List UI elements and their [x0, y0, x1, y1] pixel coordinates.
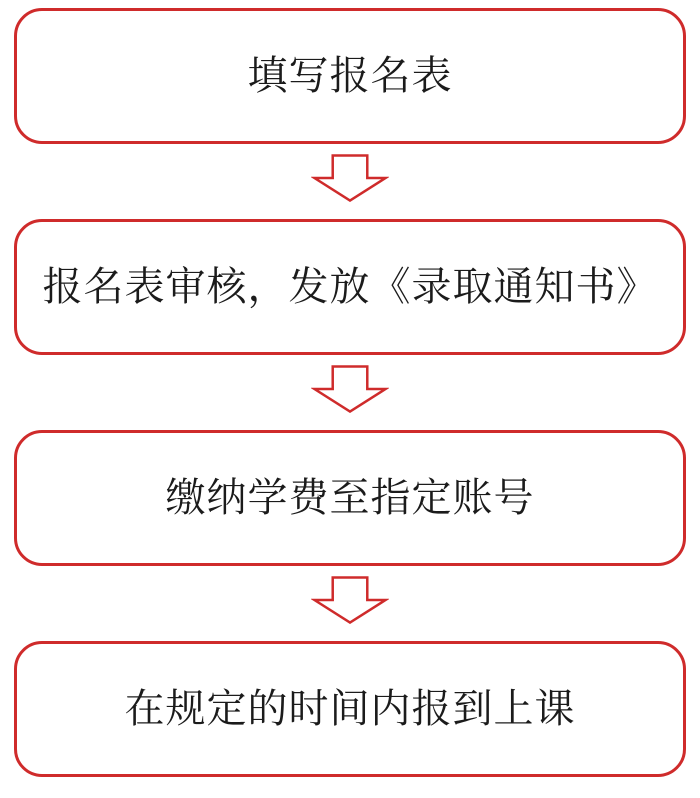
flow-step-2-box: [14, 219, 686, 355]
flow-step-3-label: 缴纳学费至指定账号: [165, 476, 535, 520]
flow-step-4-label: 在规定的时间内报到上课: [124, 687, 576, 731]
flow-step-4-box: [14, 641, 686, 777]
flow-step-2-label: 报名表审核，发放《录取通知书》: [42, 265, 658, 309]
flow-step-1-label: 填写报名表: [247, 54, 453, 98]
down-arrow-icon: [311, 365, 389, 413]
flow-step-3-box: [14, 430, 686, 566]
down-arrow-icon: [311, 576, 389, 624]
down-arrow-icon: [311, 154, 389, 202]
flow-step-1-box: [14, 8, 686, 144]
